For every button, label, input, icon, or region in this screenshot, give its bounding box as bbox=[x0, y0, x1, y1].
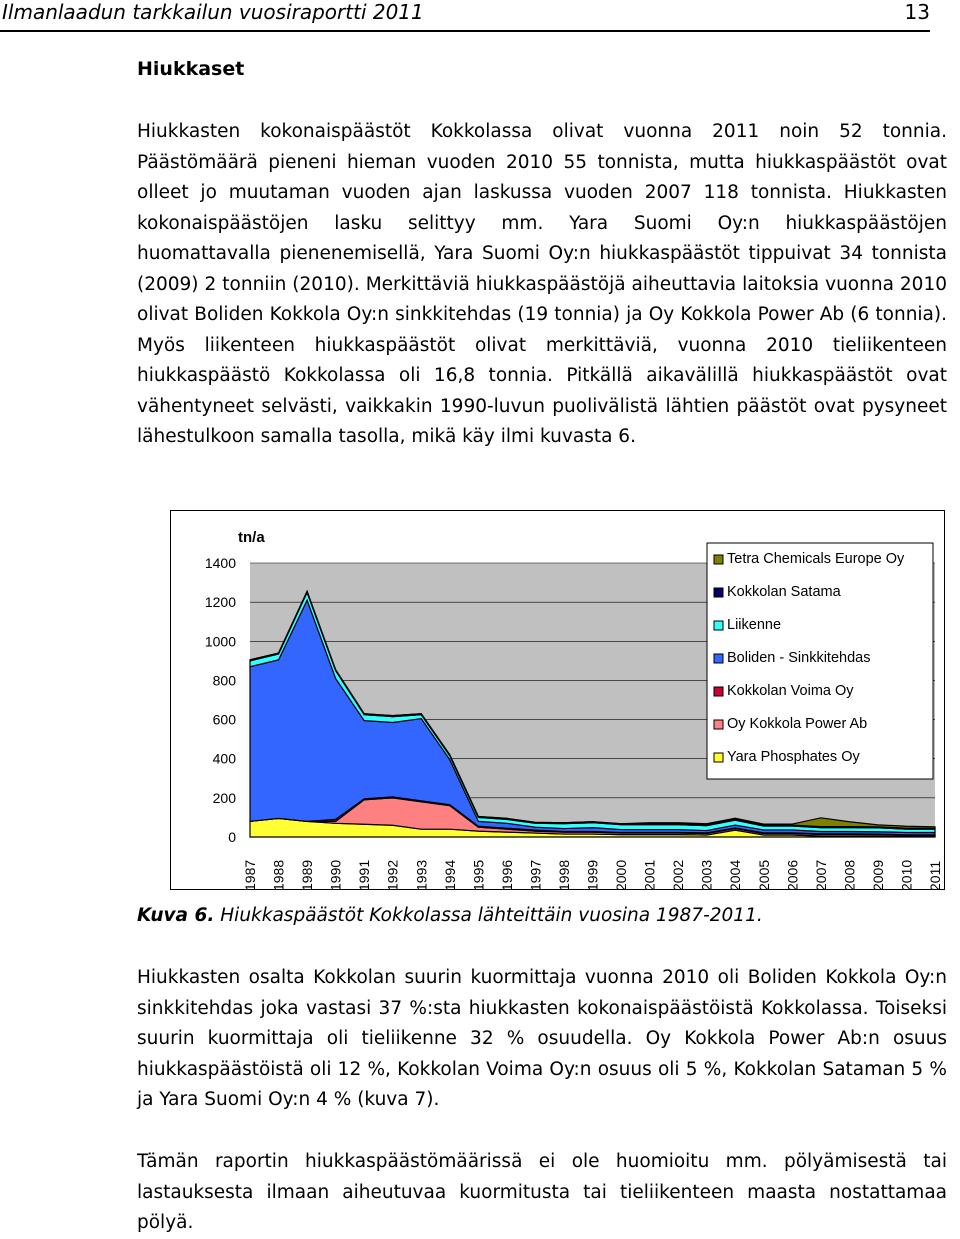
page-header bbox=[0, 0, 930, 32]
y-tick-label: 400 bbox=[212, 750, 236, 767]
x-tick-label: 2007 bbox=[812, 859, 829, 890]
x-tick-label: 2005 bbox=[755, 859, 772, 890]
legend-swatch bbox=[714, 720, 723, 729]
x-tick-label: 1997 bbox=[527, 859, 544, 890]
y-tick-label: 200 bbox=[212, 789, 236, 806]
y-tick-label: 0 bbox=[228, 829, 236, 845]
y-axis-label: tn/a bbox=[238, 529, 265, 546]
x-tick-label: 2006 bbox=[784, 859, 801, 890]
section-title: Hiukkaset bbox=[137, 58, 245, 80]
legend-swatch bbox=[714, 654, 723, 663]
legend-swatch bbox=[714, 588, 723, 597]
x-tick-label: 1989 bbox=[299, 859, 316, 890]
legend-label: Boliden - Sinkkitehdas bbox=[727, 650, 871, 666]
y-tick-label: 1200 bbox=[204, 594, 236, 611]
x-tick-label: 2002 bbox=[670, 859, 687, 890]
legend-swatch bbox=[714, 687, 723, 696]
caption-label: Kuva 6. bbox=[137, 905, 215, 926]
legend-label: Oy Kokkola Power Ab bbox=[727, 716, 868, 732]
x-tick-label: 1987 bbox=[242, 859, 258, 890]
paragraph-sources: Hiukkasten osalta Kokkolan suurin kuormittaja vuonna 2010 oli Boliden Kokkola Oy:n sinkkitehdas joka vastasi 37 %:sta hiukkasten kokonaispäästöistä Kokkolassa. Toiseksi suurin kuormittaja oli tieliikenne 32 % osuudella. Oy Kokkola Power Ab:n osuus hiukkaspäästöistä oli 12 %, Kokkolan Voima Oy:n osuus oli 5 %, Kokkolan Sataman 5 % ja Yara Suomi Oy:n 4 % (kuva 7). bbox=[137, 967, 947, 1110]
x-tick-label: 2000 bbox=[613, 859, 630, 890]
paragraph-intro: Hiukkasten kokonaispäästöt Kokkolassa olivat vuonna 2011 noin 52 tonnia. Päästömäärä pieneni hieman vuoden 2010 55 tonnista, mutta hiukkaspäästöt ovat olleet jo muutaman vuoden ajan laskussa vuoden 2007 118 tonnista. Hiukkasten kokonaispäästöjen lasku selittyy mm. Yara Suomi Oy:n hiukkaspäästöjen huomattavalla pienenemisellä, Yara Suomi Oy:n hiukkaspäästöt tippuivat 34 tonnista (2009) 2 tonniin (2010). Merkittäviä hiukkaspäästöjä aiheuttavia laitoksia vuonna 2010 olivat Boliden Kokkola Oy:n sinkkitehdas (19 tonnia) ja Oy Kokkola Power Ab (6 tonnia). Myös liikenteen hiukkaspäästöt olivat merkittäviä, vuonna 2010 tieliikenteen hiukkaspäästö Kokkolassa oli 16,8 tonnia. Pitkällä aikavälillä hiukkaspäästöt ovat vähentyneet selvästi, vaikkakin 1990-luvun puolivälistä lähtien päästöt ovat pysyneet lähestulkoon samalla tasolla, mikä käy ilmi kuvasta 6. bbox=[137, 121, 947, 447]
x-tick-label: 1995 bbox=[470, 859, 487, 890]
emissions-chart bbox=[170, 510, 945, 890]
legend-label: Kokkolan Satama bbox=[727, 584, 841, 600]
x-tick-label: 1992 bbox=[384, 859, 401, 890]
x-tick-label: 1993 bbox=[413, 859, 430, 890]
x-tick-label: 1994 bbox=[441, 859, 458, 890]
legend-label: Tetra Chemicals Europe Oy bbox=[727, 551, 905, 567]
legend-swatch bbox=[714, 621, 723, 630]
x-tick-label: 2001 bbox=[641, 859, 658, 890]
legend-swatch bbox=[714, 555, 723, 564]
x-tick-label: 2011 bbox=[927, 860, 943, 890]
x-tick-label: 2008 bbox=[841, 859, 858, 890]
x-tick-label: 1991 bbox=[356, 859, 373, 890]
y-tick-label: 600 bbox=[212, 711, 236, 728]
x-tick-label: 2004 bbox=[727, 859, 744, 890]
x-tick-label: 1998 bbox=[555, 859, 572, 890]
figure-caption bbox=[137, 905, 763, 926]
x-tick-label: 1999 bbox=[584, 859, 601, 890]
y-tick-label: 1400 bbox=[204, 555, 236, 571]
x-tick-label: 2010 bbox=[898, 859, 915, 890]
page-number: 13 bbox=[904, 0, 930, 24]
x-tick-label: 1988 bbox=[270, 859, 287, 890]
x-tick-label: 1990 bbox=[327, 859, 344, 890]
caption-text: Hiukkaspäästöt Kokkolassa lähteittäin vuosina 1987-2011. bbox=[214, 905, 763, 926]
x-tick-label: 2003 bbox=[698, 859, 715, 890]
x-tick-label: 1996 bbox=[498, 859, 515, 890]
y-tick-label: 800 bbox=[212, 672, 236, 689]
x-tick-label: 2009 bbox=[869, 859, 886, 890]
legend-label: Yara Phosphates Oy bbox=[727, 749, 860, 765]
chart-svg bbox=[170, 510, 945, 890]
legend-swatch bbox=[714, 753, 723, 762]
paragraph-note: Tämän raportin hiukkaspäästömäärissä ei ole huomioitu mm. pölyämisestä tai lastauksesta ilmaan aiheutuvaa kuormitusta tai tieliikenteen maasta nostattamaa pölyä. bbox=[137, 1151, 947, 1233]
report-title: Ilmanlaadun tarkkailun vuosiraportti 2011 bbox=[2, 0, 424, 24]
legend-label: Kokkolan Voima Oy bbox=[727, 683, 854, 699]
legend-label: Liikenne bbox=[727, 617, 782, 633]
y-tick-label: 1000 bbox=[204, 633, 236, 650]
